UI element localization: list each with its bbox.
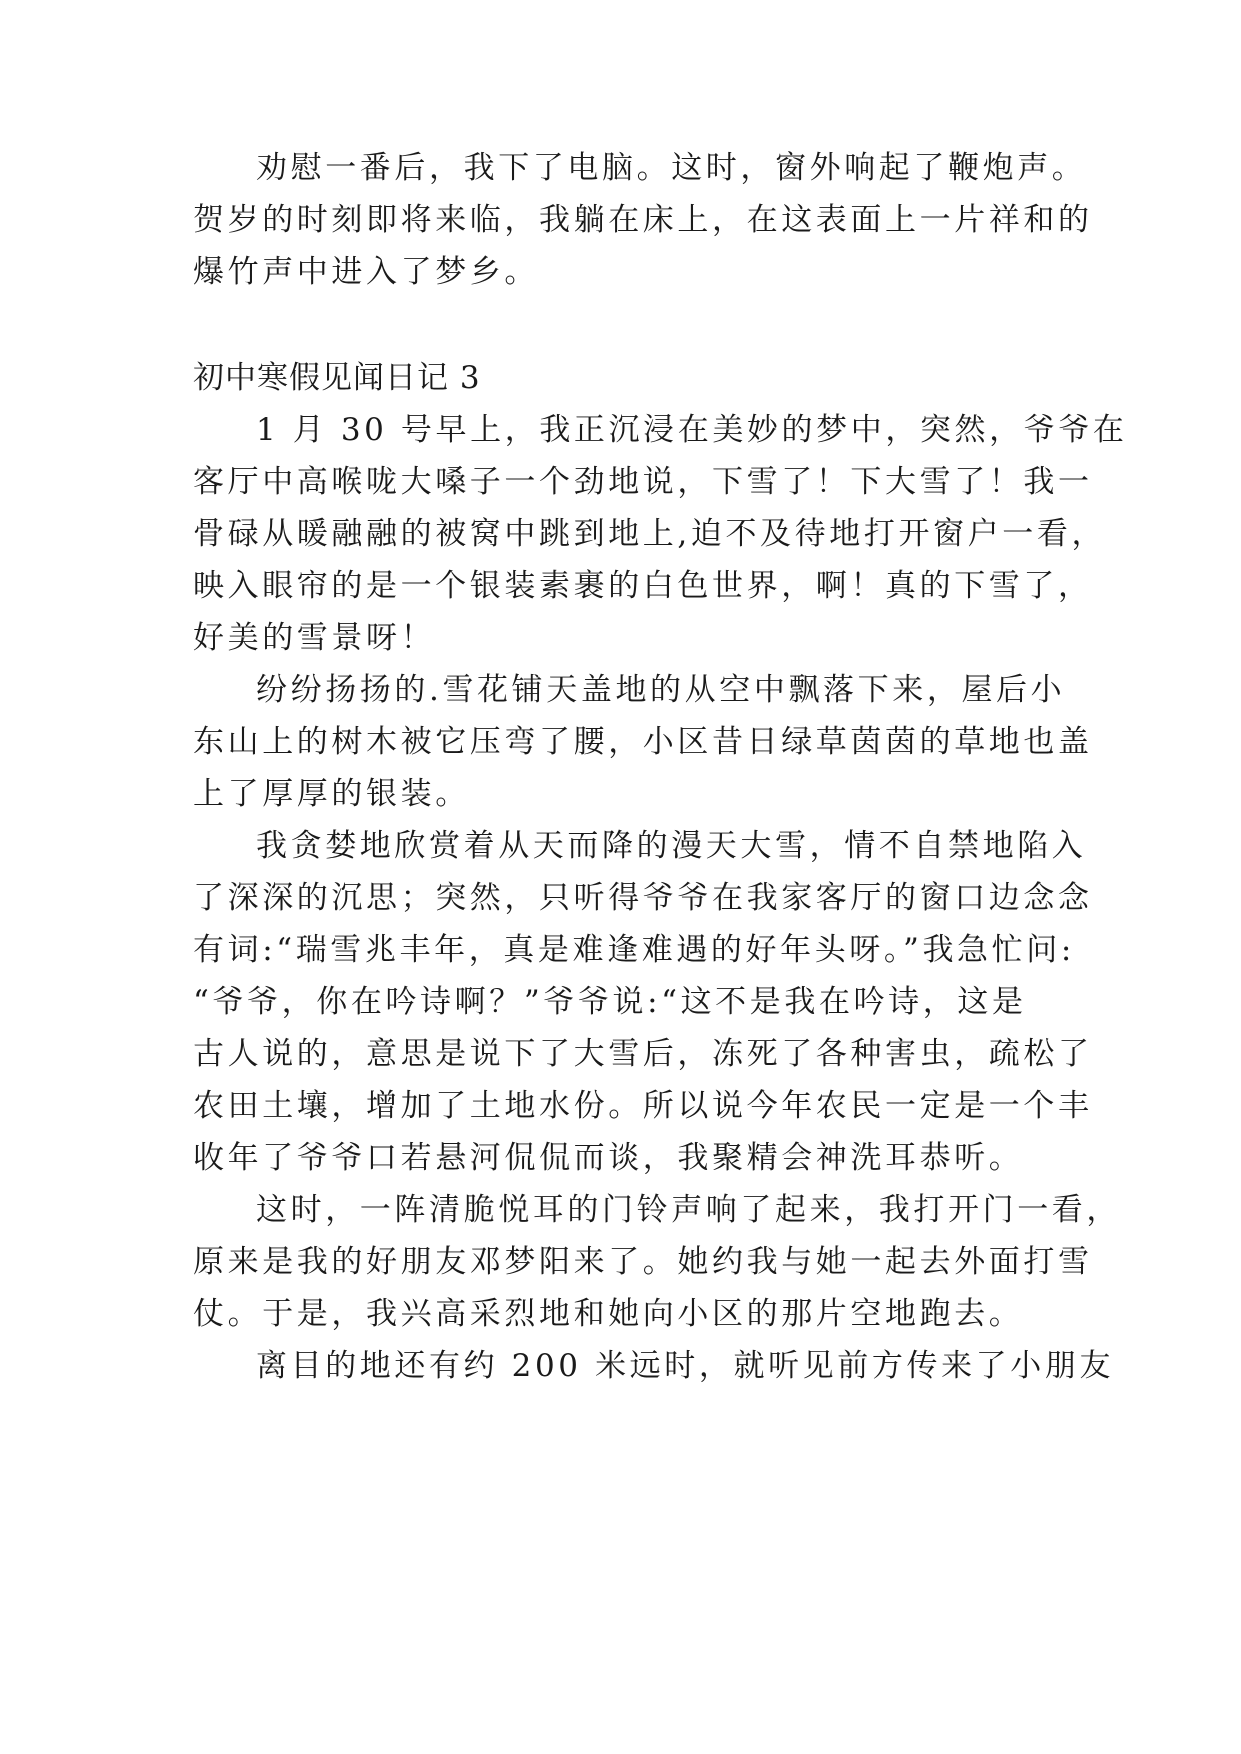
text-line: 了深深的沉思；突然，只听得爷爷在我家客厅的窗口边念念 <box>193 880 1093 916</box>
text-line: 骨碌从暖融融的被窝中跳到地上,迫不及待地打开窗户一看， <box>193 516 1107 552</box>
text-line: 农田土壤，增加了土地水份。所以说今年农民一定是一个丰 <box>193 1088 1093 1124</box>
text-line: 东山上的树木被它压弯了腰，小区昔日绿草茵茵的草地也盖 <box>193 724 1093 760</box>
text-line: 有词:“瑞雪兆丰年，真是难逢难遇的好年头呀。”我急忙问: <box>193 932 1075 968</box>
text-line: 纷纷扬扬的.雪花铺天盖地的从空中飘落下来，屋后小 <box>256 672 1066 708</box>
text-line: 上了厚厚的银装。 <box>193 776 470 812</box>
text-line: 古人说的，意思是说下了大雪后，冻死了各种害虫，疏松了 <box>193 1036 1093 1072</box>
text-line: 我贪婪地欣赏着从天而降的漫天大雪，情不自禁地陷入 <box>256 828 1087 864</box>
text-line: 离目的地还有约 200 米远时，就听见前方传来了小朋友 <box>256 1348 1115 1384</box>
text-line: “爷爷，你在吟诗啊？”爷爷说:“这不是我在吟诗，这是 <box>193 984 1027 1020</box>
text-line: 原来是我的好朋友邓梦阳来了。她约我与她一起去外面打雪 <box>193 1244 1093 1280</box>
text-line: 收年了爷爷口若悬河侃侃而谈，我聚精会神洗耳恭听。 <box>193 1140 1024 1176</box>
section-heading: 初中寒假见闻日记 3 <box>193 360 481 396</box>
text-line: 1 月 30 号早上，我正沉浸在美妙的梦中，突然，爷爷在 <box>256 412 1128 448</box>
text-line: 贺岁的时刻即将来临，我躺在床上，在这表面上一片祥和的 <box>193 202 1093 238</box>
text-line: 劝慰一番后，我下了电脑。这时，窗外响起了鞭炮声。 <box>256 150 1087 186</box>
text-line: 客厅中高喉咙大嗓子一个劲地说，下雪了！下大雪了！我一 <box>193 464 1093 500</box>
text-line: 映入眼帘的是一个银装素裹的白色世界，啊！真的下雪了， <box>193 568 1093 604</box>
text-line: 好美的雪景呀！ <box>193 620 436 656</box>
text-line: 仗。于是，我兴高采烈地和她向小区的那片空地跑去。 <box>193 1296 1024 1332</box>
text-line: 爆竹声中进入了梦乡。 <box>193 254 539 290</box>
text-line: 这时，一阵清脆悦耳的门铃声响了起来，我打开门一看， <box>256 1192 1121 1228</box>
